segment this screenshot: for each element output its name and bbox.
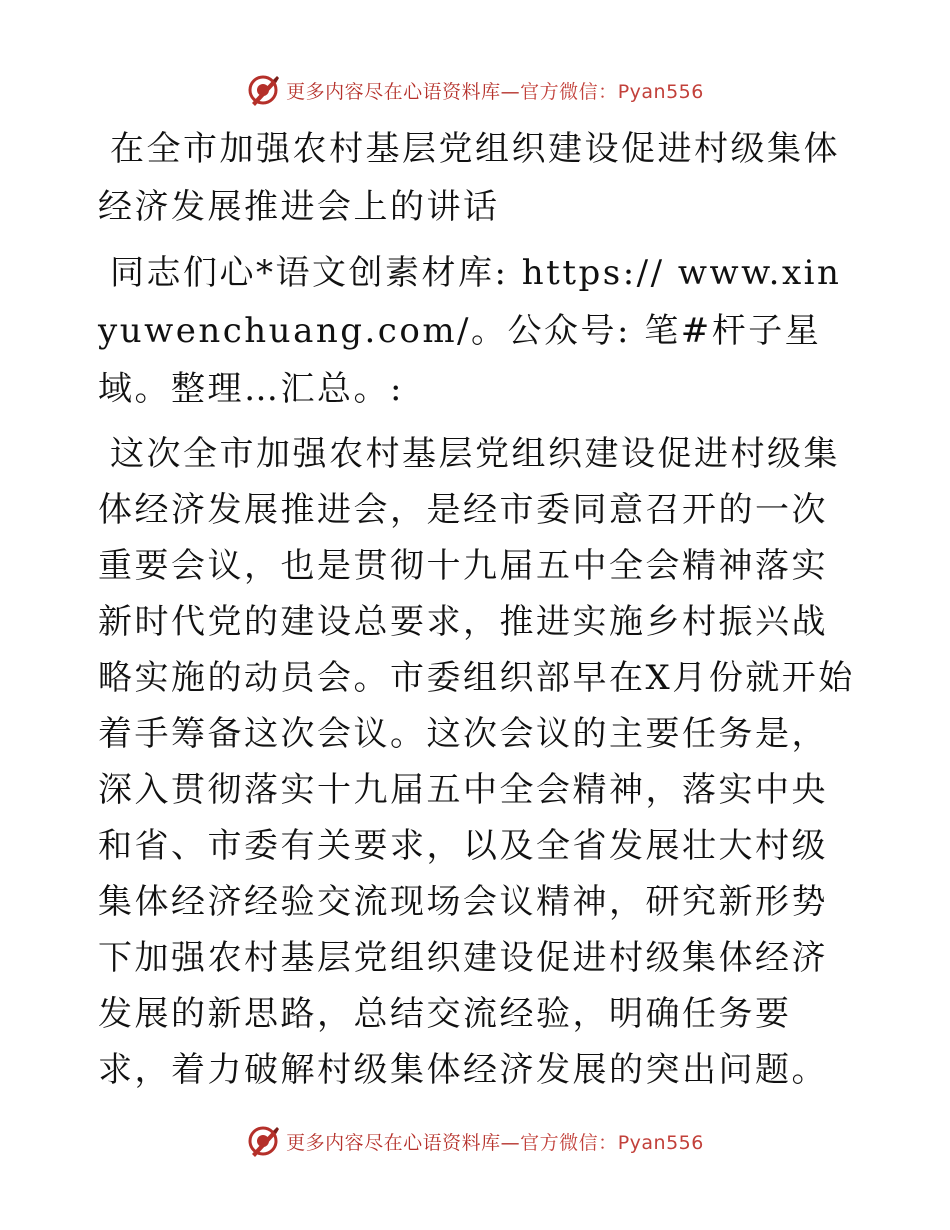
banner-account: Pyan556 [617,1131,704,1154]
footer-watermark-banner [0,1121,950,1161]
banner-prefix: 更多内容尽在心语资料库 [286,80,501,103]
banner-text [286,1128,704,1155]
red-pen-circle-logo-icon [246,1124,280,1158]
header-watermark-banner [0,70,950,110]
banner-text [286,77,704,104]
document-page [98,120,858,1098]
banner-account: Pyan556 [617,80,704,103]
banner-dash: — [500,80,521,103]
document-title: 在全市加强农村基层党组织建设促进村级集体经济发展推进会上的讲话 [98,129,840,227]
banner-dash: — [500,1131,521,1154]
document-intro: 同志们心*语文创素材库: https:// www.xinyuwenchuang.com/。公众号: 笔#杆子星域。整理…汇总。: [98,253,842,409]
banner-wechat-label: 官方微信： [520,1131,618,1154]
banner-wechat-label: 官方微信： [520,80,618,103]
document-body: 这次全市加强农村基层党组织建设促进村级集体经济发展推进会，是经市委同意召开的一次重要会议，也是贯彻十九届五中全会精神落实新时代党的建设总要求，推进实施乡村振兴战略实施的动员会。市委组织部早在X月份就开始着手筹备这次会议。这次会议的主要任务是，深入贯彻落实十九届五中全会精神，落实中央和省、市委有关要求，以及全省发展壮大村级集体经济经验交流现场会议精神，研究新形势下加强农村基层党组织建设促进村级集体经济发展的新思路，总结交流经验，明确任务要求，着力破解村级集体经济发展的突出问题。 [98,434,855,1090]
banner-prefix: 更多内容尽在心语资料库 [286,1131,501,1154]
red-pen-circle-logo-icon [246,73,280,107]
